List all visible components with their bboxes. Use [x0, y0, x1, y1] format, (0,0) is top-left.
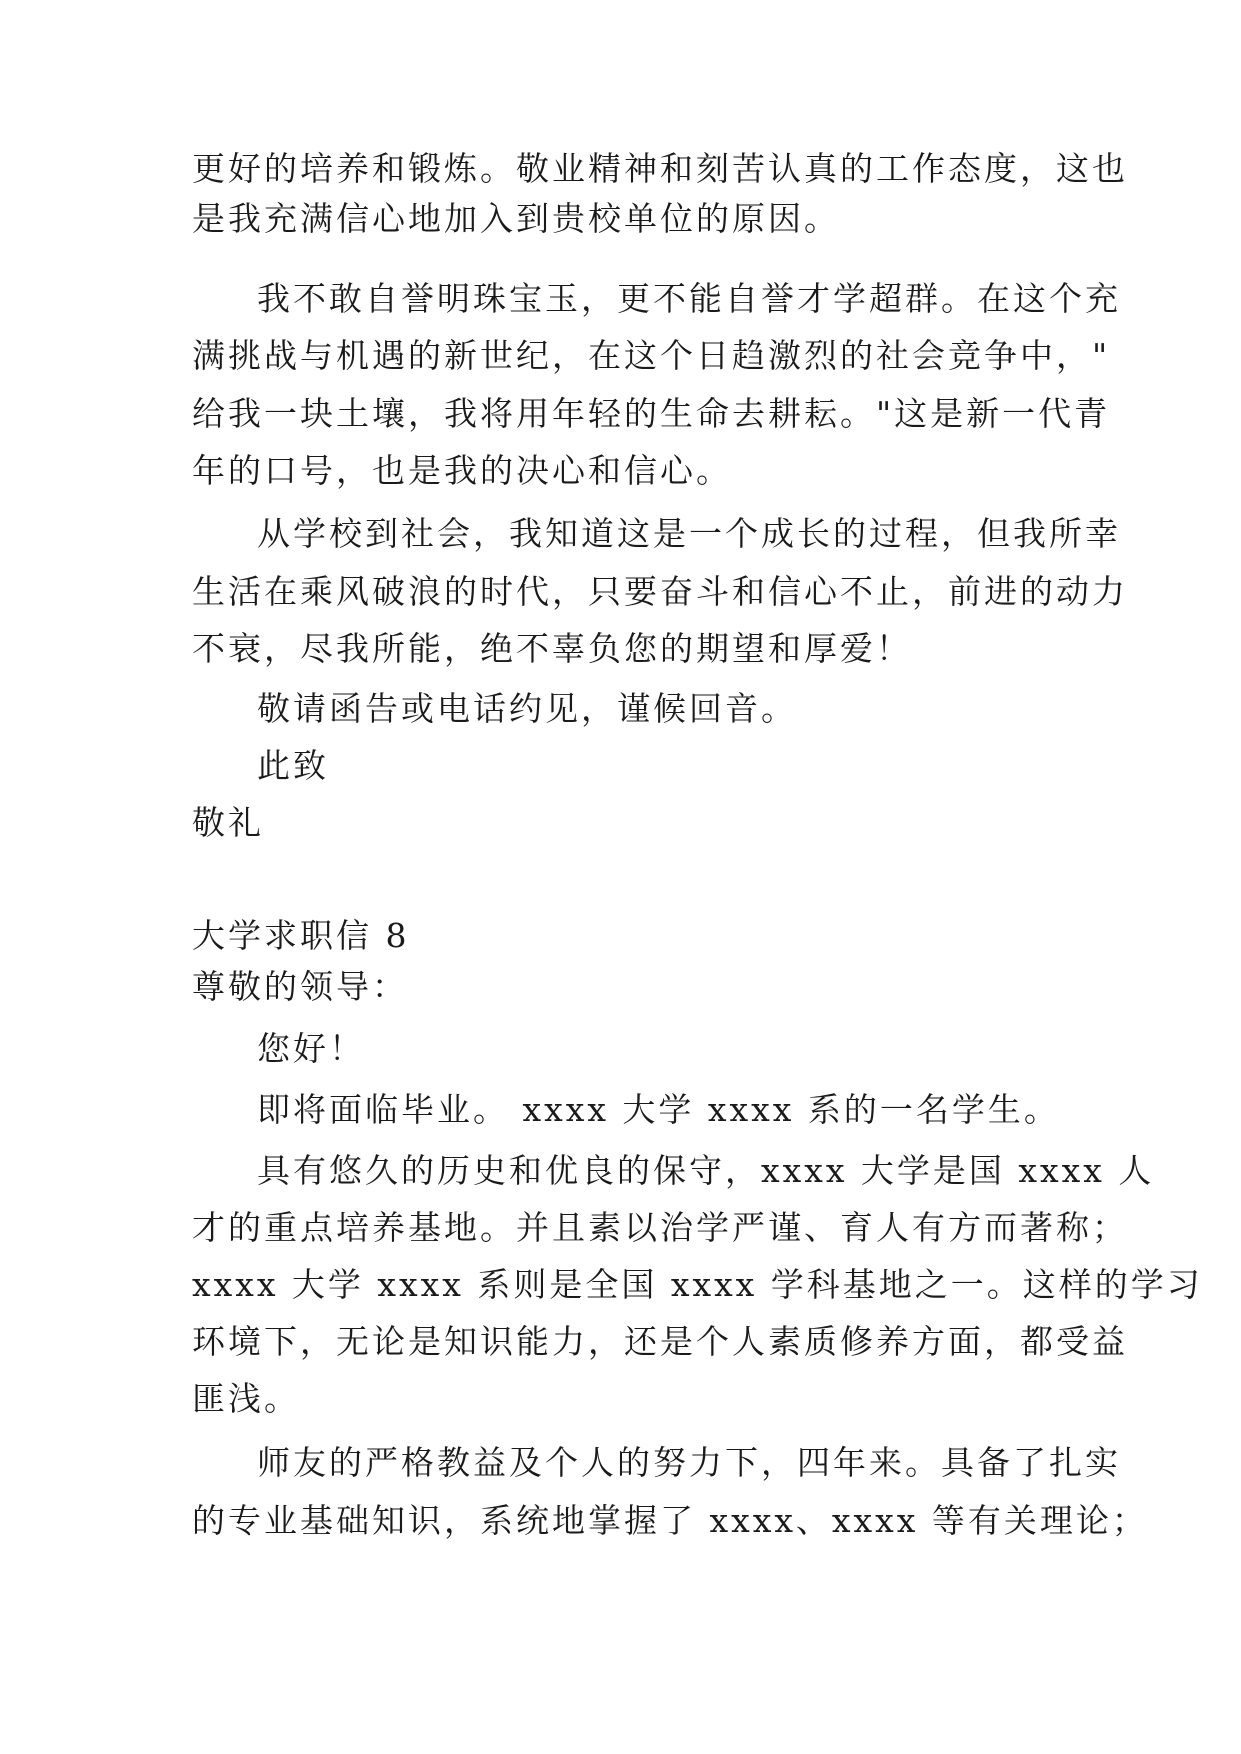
- text-line: 年的口号，也是我的决心和信心。: [192, 451, 732, 490]
- text-line: 不衰，尽我所能，绝不辜负您的期望和厚爱！: [192, 629, 912, 668]
- text-line: 生活在乘风破浪的时代，只要奋斗和信心不止，前进的动力: [192, 572, 1128, 611]
- text-line: 从学校到社会，我知道这是一个成长的过程，但我所幸: [257, 514, 1121, 553]
- text-line: 才的重点培养基地。并且素以治学严谨、育人有方而著称；: [192, 1208, 1128, 1247]
- text-line: 我不敢自誉明珠宝玉，更不能自誉才学超群。在这个充: [257, 279, 1121, 318]
- text-line: 敬请函告或电话约见，谨候回音。: [257, 689, 797, 728]
- text-line: 的专业基础知识，系统地掌握了 xxxx、xxxx 等有关理论；: [192, 1501, 1148, 1540]
- section-title: 大学求职信 8: [192, 916, 410, 955]
- greeting: 您好！: [257, 1029, 365, 1068]
- text-line: xxxx 大学 xxxx 系则是全国 xxxx 学科基地之一。这样的学习: [192, 1265, 1203, 1304]
- text-line: 环境下，无论是知识能力，还是个人素质修养方面，都受益: [192, 1322, 1128, 1361]
- text-line: 匪浅。: [192, 1379, 300, 1418]
- text-line: 给我一块土壤，我将用年轻的生命去耕耘。"这是新一代青: [192, 394, 1111, 433]
- text-line: 是我充满信心地加入到贵校单位的原因。: [192, 199, 840, 238]
- text-line: 具有悠久的历史和优良的保守，xxxx 大学是国 xxxx 人: [257, 1151, 1155, 1190]
- salutation: 尊敬的领导：: [192, 967, 408, 1006]
- text-line: 敬礼: [192, 803, 264, 842]
- text-line: 满挑战与机遇的新世纪，在这个日趋激烈的社会竞争中，": [192, 336, 1111, 375]
- text-line: 更好的培养和锻炼。敬业精神和刻苦认真的工作态度，这也: [192, 149, 1128, 188]
- text-line: 即将面临毕业。 xxxx 大学 xxxx 系的一名学生。: [257, 1090, 1060, 1129]
- text-line: 师友的严格教益及个人的努力下，四年来。具备了扎实: [257, 1443, 1121, 1482]
- text-line: 此致: [257, 746, 329, 785]
